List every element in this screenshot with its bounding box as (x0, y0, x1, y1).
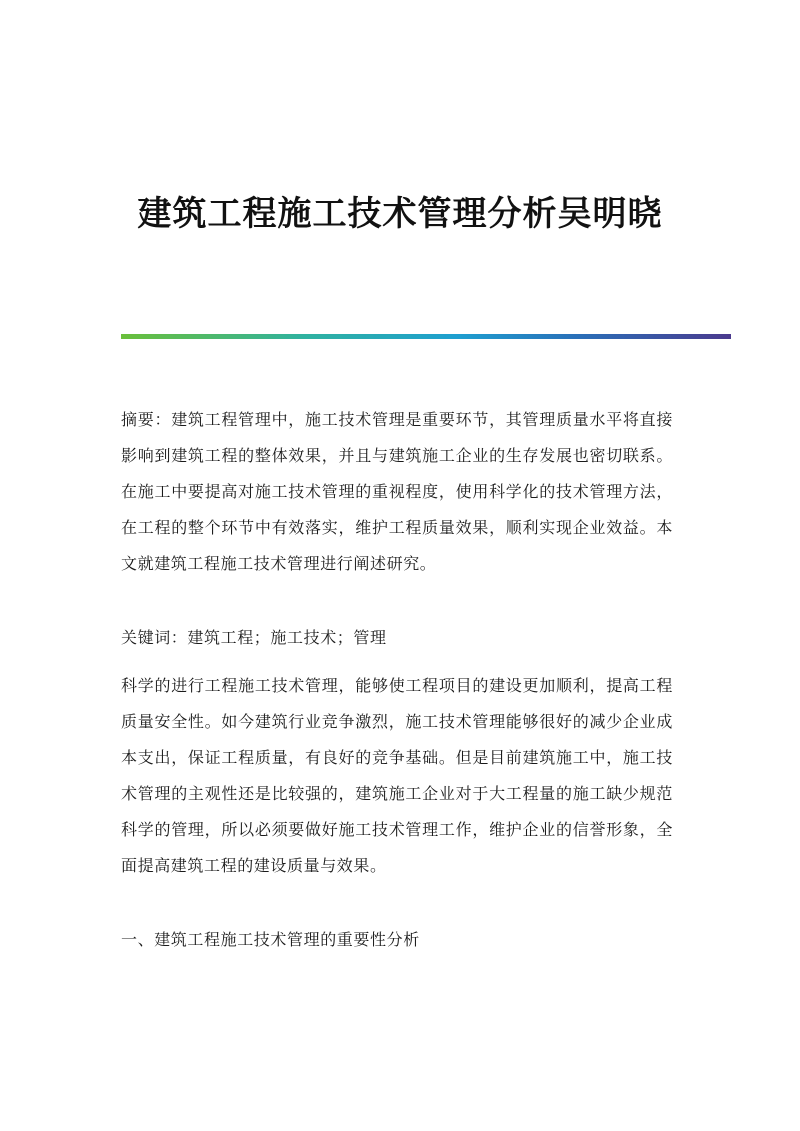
keywords-line: 关键词：建筑工程；施工技术；管理 (121, 628, 387, 647)
abstract-paragraph: 摘要：建筑工程管理中，施工技术管理是重要环节，其管理质量水平将直接影响到建筑工程的整体效果，并且与建筑施工企业的生存发展也密切联系。在施工中要提高对施工技术管理的重视程度，使用科学化的技术管理方法，在工程的整个环节中有效落实，维护工程质量效果，顺利实现企业效益。本文就建筑工程施工技术管理进行阐述研究。 (121, 410, 673, 573)
document-title: 建筑工程施工技术管理分析吴明晓 (137, 194, 663, 234)
section-heading: 一、建筑工程施工技术管理的重要性分析 (121, 930, 420, 949)
title-divider (121, 334, 731, 339)
intro-paragraph: 科学的进行工程施工技术管理，能够使工程项目的建设更加顺利，提高工程质量安全性。如今建筑行业竞争激烈，施工技术管理能够很好的减少企业成本支出，保证工程质量，有良好的竞争基础。但是目前建筑施工中，施工技术管理的主观性还是比较强的，建筑施工企业对于大工程量的施工缺少规范科学的管理，所以必须要做好施工技术管理工作，维护企业的信誉形象，全面提高建筑工程的建设质量与效果。 (121, 676, 673, 875)
